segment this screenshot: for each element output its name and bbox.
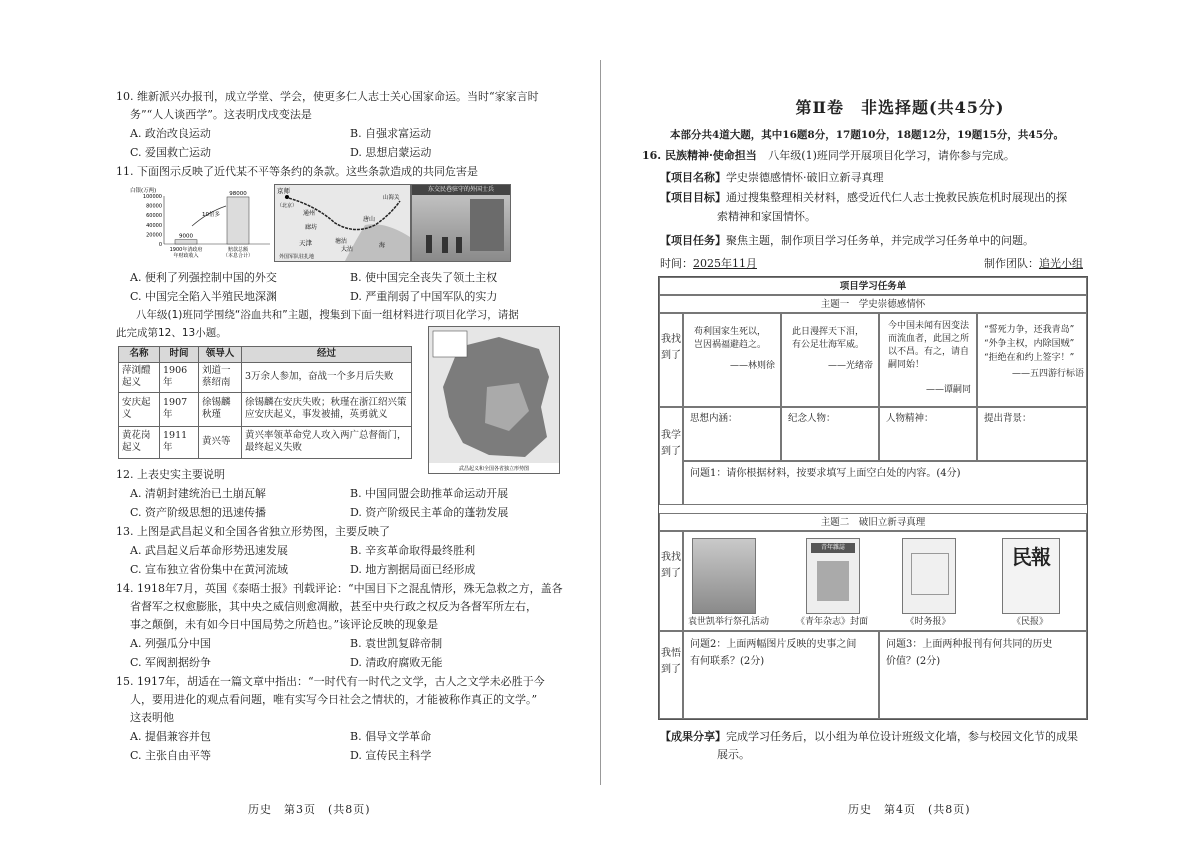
- min-bao-cover: [1002, 538, 1060, 614]
- results-share-tag: 【成果分享】: [660, 730, 726, 743]
- q11-option-c[interactable]: C. 中国完全陷入半殖民地深渊: [130, 290, 278, 303]
- table-header: 领导人: [199, 347, 242, 363]
- q15-option-d[interactable]: D. 宣传民主科学: [350, 749, 432, 762]
- table-cell: 1907年: [160, 392, 199, 426]
- left-page-footer: 历史 第3页 (共8页): [248, 803, 371, 816]
- soldier-figure: [426, 235, 432, 253]
- q16-heading: 16. 民族精神·使命担当: [642, 149, 757, 162]
- new-youth-cover: [806, 538, 860, 614]
- q12-stem: 12. 上表史实主要说明: [116, 468, 225, 481]
- uprisings-table: [118, 346, 412, 459]
- q10-stem-line2: 务”“人人谈西学”。这表明戊戌变法是: [130, 108, 312, 121]
- quote-lin-zexu: 苟利国家生死以，岂因祸福避趋之。: [694, 327, 767, 351]
- map-label-dagu: 大沽: [341, 246, 354, 253]
- q15-option-c[interactable]: C. 主张自由平等: [130, 749, 212, 762]
- map-caption: 武昌起义和全国各省独立形势图: [458, 466, 530, 472]
- quote-cell-lin: [683, 313, 781, 407]
- q15-option-a[interactable]: A. 提倡兼容并包: [130, 730, 211, 743]
- q11-option-b[interactable]: B. 使中国完全丧失了领土主权: [350, 271, 498, 284]
- map-label-jingshi: 京师: [277, 187, 290, 195]
- time-line: [660, 255, 757, 272]
- bar-indemnity-total: [227, 197, 249, 244]
- table-cell: 黄花岗起义: [119, 426, 160, 458]
- q12-option-b[interactable]: B. 中国同盟会助推革命运动开展: [350, 487, 509, 500]
- map-svg: [275, 185, 410, 261]
- thought-content-field[interactable]: [683, 407, 781, 461]
- table-header: 时间: [160, 347, 199, 363]
- problem1-text: 问题1：请你根据材料，按要求填写上面空白处的内容。(4分): [690, 468, 961, 479]
- q11-stem: 11. 下面图示反映了近代某不平等条约的条款。这些条款造成的共同危害是: [116, 165, 478, 178]
- map-label-beijing: （北京）: [277, 203, 298, 209]
- problem3-line2: 价值？(2分): [886, 656, 941, 667]
- found-label-cell: [659, 313, 683, 407]
- chart-ylabel: 白银(万两): [130, 188, 157, 194]
- project-name-tag: 【项目名称】: [660, 171, 726, 184]
- q13-option-c[interactable]: C. 宣布独立省份集中在黄河流域: [130, 563, 289, 576]
- table-cell: 1911年: [160, 426, 199, 458]
- indemnity-bar-chart: [130, 184, 272, 260]
- x-tick-indemnity-l2: （本息合计）: [222, 253, 254, 259]
- map-label-tianjin: 天津: [299, 239, 312, 247]
- beijing-tianjin-map: [274, 184, 411, 262]
- problem2-line2: 有何联系？(2分): [690, 656, 765, 667]
- y-tick-label: 60000: [146, 213, 162, 220]
- map-legend: 外国军队驻扎地: [279, 254, 315, 260]
- project-task-text: 聚焦主题，制作项目学习任务单，并完成学习任务单中的问题。: [726, 234, 1034, 247]
- q14-option-c[interactable]: C. 军阀割据纷争: [130, 656, 212, 669]
- table-row: [119, 426, 412, 458]
- results-share-text1: 完成学习任务后，以小组为单位设计班级文化墙，参与校园文化节的成果: [726, 730, 1078, 743]
- shiwu-bao-cover: [902, 538, 956, 614]
- problem3-cell[interactable]: [879, 631, 1087, 719]
- results-share-line: [660, 728, 1078, 745]
- q14-stem-line3: 事之颠倒，未有如今日中国局势之所趋也。”该评论反映的现象是: [130, 618, 439, 631]
- map-inset: [433, 331, 467, 357]
- q12-option-d[interactable]: D. 资产阶级民主革命的蓬勃发展: [350, 506, 509, 519]
- q11-option-a[interactable]: A. 便利了列强控制中国的外交: [130, 271, 277, 284]
- slogan-2: “外争主权，内除国贼”: [984, 339, 1075, 349]
- found2-label-cell: [659, 531, 683, 631]
- chart-y-ticks: [143, 194, 162, 248]
- q10-option-b[interactable]: B. 自强求富运动: [350, 127, 432, 140]
- x-tick-revenue-l1: 1900年清政府: [169, 247, 203, 253]
- new-youth-masthead: 青年雜誌: [811, 543, 855, 553]
- quote-cell-guangxu: [781, 313, 879, 407]
- cover-portrait: [817, 561, 849, 601]
- table-header-row: [119, 347, 412, 363]
- y-tick-label: 20000: [146, 232, 162, 239]
- results-share-text2: 展示。: [717, 748, 750, 761]
- section-intro: 本部分共4道大题，其中16题8分，17题10分，18题12分，19题15分，共45分。: [670, 129, 1065, 141]
- soldier-figure: [456, 237, 462, 253]
- q15-stem-line1: 15. 1917年，胡适在一篇文章中指出：“一时代有一时代之文学，古人之文学未必胜于今: [116, 675, 545, 688]
- wuchang-uprising-map: [428, 326, 560, 474]
- q13-option-b[interactable]: B. 辛亥革命取得最终胜利: [350, 544, 476, 557]
- learned-label: 我学到了: [661, 430, 681, 457]
- problem3-line1: 问题3：上面两种报刊有何共同的历史: [886, 639, 1053, 650]
- table-row: [119, 392, 412, 426]
- jingshi-dot: [285, 195, 289, 199]
- project-task-sheet: [658, 276, 1088, 720]
- caption-shiwu-bao: 《时务报》: [905, 617, 951, 627]
- realized-label-cell: [659, 631, 683, 719]
- q13-option-d[interactable]: D. 地方割据局面已经形成: [350, 563, 476, 576]
- y-tick-label: 100000: [142, 194, 162, 200]
- table-cell: 刘道一 蔡绍南: [199, 362, 242, 392]
- y-tick-label: 40000: [146, 222, 162, 229]
- project-goal-line: [660, 189, 1067, 206]
- slogan-1: “誓死力争，还我青岛”: [984, 325, 1075, 335]
- commemorated-person-field[interactable]: [781, 407, 879, 461]
- found2-label: 我找到了: [661, 552, 681, 579]
- table-cell: 徐锡麟 秋瑾: [199, 392, 242, 426]
- slogan-3: “拒绝在和约上签字！”: [984, 353, 1075, 363]
- q15-option-b[interactable]: B. 倡导文学革命: [350, 730, 432, 743]
- table-cell: 安庆起义: [119, 392, 160, 426]
- sheet-title: 项目学习任务单: [659, 277, 1087, 295]
- section-title: 第Ⅱ卷 非选择题(共45分): [795, 98, 1005, 117]
- bar-revenue-1900: [175, 240, 197, 244]
- theme2-title: 主题二 破旧立新寻真理: [659, 513, 1087, 531]
- quote-cell-tan: [879, 313, 977, 407]
- min-bao-masthead: 民報: [1012, 545, 1050, 569]
- x-tick-indemnity-l1: 赔款总额: [227, 247, 249, 253]
- map-label-shanhaiguan: 山海关: [383, 195, 400, 201]
- problem2-line1: 问题2：上面两幅图片反映的史事之间: [690, 639, 857, 650]
- y-tick-label: 0: [158, 242, 162, 248]
- q15-stem-line2: 人，要用进化的观点看问题，唯有实写今日社会之情状的，才能被称作真正的文学。”: [130, 693, 538, 706]
- background-label: 提出背景：: [984, 413, 1032, 424]
- q13-stem: 13. 上图是武昌起义和全国各省独立形势图，主要反映了: [116, 525, 390, 538]
- soldier-figure: [442, 237, 448, 253]
- x-tick-revenue-l2: 年财政收入: [173, 253, 199, 259]
- q12-option-c[interactable]: C. 资产阶级思想的迅速传播: [130, 506, 267, 519]
- problem1-cell[interactable]: [683, 461, 1087, 505]
- q15-stem-line3: 这表明他: [130, 711, 174, 724]
- found-label: 我找到了: [661, 334, 681, 361]
- background-field[interactable]: [977, 407, 1087, 461]
- table-cell: 萍浏醴起义: [119, 362, 160, 392]
- team-label: 制作团队：: [984, 257, 1039, 270]
- q16-heading-line: [642, 147, 1015, 164]
- project-name: 学史崇德感情怀·破旧立新寻真理: [726, 171, 884, 184]
- q10-option-c[interactable]: C. 爱国救亡运动: [130, 146, 212, 159]
- right-page-footer: 历史 第4页 (共8页): [848, 803, 971, 816]
- project-goal-tag: 【项目目标】: [660, 191, 726, 204]
- project-task-tag: 【项目任务】: [660, 234, 726, 247]
- commemorated-person-label: 纪念人物：: [788, 413, 836, 424]
- china-map-svg: [429, 327, 559, 473]
- time-value: 2025年11月: [693, 257, 757, 270]
- materials-intro-line2: 此完成第12、13小题。: [116, 327, 227, 339]
- table-row: [119, 362, 412, 392]
- q13-option-a[interactable]: A. 武昌起义后革命形势迅速发展: [130, 544, 288, 557]
- quote-tan-by: ——谭嗣同: [926, 385, 972, 395]
- quote-lin-by: ——林则徐: [730, 361, 776, 371]
- map-label-langfang: 廊坊: [305, 224, 318, 231]
- table-cell: 1906年: [160, 362, 199, 392]
- pictures-cell: [683, 531, 1087, 631]
- legation-quarter-soldiers-photo: [411, 184, 511, 262]
- q14-stem-line2: 省督军之权愈膨胀，其中央之威信则愈凋敝，甚至中央行政之权反为各督军所左右，: [130, 600, 537, 613]
- materials-intro-line1: 八年级(1)班同学围绕“浴血共和”主题，搜集到下面一组材料进行项目化学习，请据: [136, 309, 519, 321]
- realized-label: 我悟到了: [661, 648, 681, 675]
- team-line: [984, 255, 1083, 272]
- map-label-tongzhou: 通州: [303, 210, 316, 217]
- y-tick-label: 80000: [146, 203, 162, 210]
- caption-new-youth: 《青年杂志》封面: [795, 617, 868, 627]
- confucius-ceremony-photo: [692, 538, 756, 614]
- learned-label-cell: [659, 407, 683, 505]
- q11-option-d[interactable]: D. 严重削弱了中国军队的实力: [350, 290, 498, 303]
- project-name-line: [660, 169, 884, 186]
- bar-indemnity-value: 98000: [229, 190, 247, 197]
- quote-cell-may-fourth: [977, 313, 1087, 407]
- problem2-cell[interactable]: [683, 631, 879, 719]
- table-header: 经过: [242, 347, 412, 363]
- quote-guangxu: 此日漫挥天下泪，有公足壮海军威。: [792, 327, 865, 351]
- q16-heading-rest: 八年级(1)班同学开展项目化学习，请你参与完成。: [768, 149, 1015, 162]
- caption-min-bao: 《民报》: [1011, 617, 1048, 627]
- slogan-by: ——五四游行标语: [1012, 369, 1085, 379]
- q10-stem-line1: 10. 维新派兴办报刊，成立学堂、学会，使更多仁人志士关心国家命运。当时“家家言时: [116, 90, 539, 103]
- map-label-sea: 海: [379, 242, 386, 249]
- table-cell: 3万余人参加，奋战一个多月后失败: [242, 362, 412, 392]
- thought-content-label: 思想内涵：: [690, 413, 738, 424]
- gate-tower-shape: [470, 199, 504, 251]
- quote-guangxu-by: ——光绪帝: [828, 361, 874, 371]
- q10-option-a[interactable]: A. 政治改良运动: [130, 127, 211, 140]
- q14-option-a[interactable]: A. 列强瓜分中国: [130, 637, 211, 650]
- person-spirit-field[interactable]: [879, 407, 977, 461]
- bar-revenue-value: 9000: [179, 233, 193, 240]
- bar-chart-svg: [130, 184, 272, 260]
- table-header: 名称: [119, 347, 160, 363]
- time-label: 时间：: [660, 257, 693, 270]
- caption-confucius: 袁世凯举行祭孔活动: [688, 617, 770, 627]
- team-value: 追光小组: [1039, 257, 1083, 270]
- map-label-tangshan: 唐山: [363, 216, 376, 223]
- project-goal-text2: 索精神和家国情怀。: [717, 210, 816, 223]
- q10-option-d[interactable]: D. 思想启蒙运动: [350, 146, 432, 159]
- table-cell: 徐锡麟在安庆失败；秋瑾在浙江绍兴策应安庆起义，事发被捕，英勇就义: [242, 392, 412, 426]
- q14-option-d[interactable]: D. 清政府腐败无能: [350, 656, 443, 669]
- quote-tan-sitong: 今中国未闻有因变法而流血者，此国之所以不昌。有之，请自嗣同始！: [888, 321, 970, 371]
- project-goal-text1: 通过搜集整理相关材料，感受近代仁人志士挽救民族危机时展现出的探: [726, 191, 1067, 204]
- person-spirit-label: 人物精神：: [886, 413, 934, 424]
- map-label-tanggu: 塘沽: [335, 238, 348, 245]
- shiwu-bao-frame: [911, 553, 949, 595]
- photo-caption: 东交民巷驻守的外国士兵: [412, 185, 510, 195]
- q14-stem-line1: 14. 1918年7月，英国《泰晤士报》刊载评论：“中国目下之混乱情形，殊无急救之方，盖各: [116, 582, 563, 595]
- table-cell: 黄兴等: [199, 426, 242, 458]
- theme1-title: 主题一 学史崇德感情怀: [659, 295, 1087, 313]
- q14-option-b[interactable]: B. 袁世凯复辟帝制: [350, 637, 443, 650]
- q12-option-a[interactable]: A. 清朝封建统治已土崩瓦解: [130, 487, 266, 500]
- table-cell: 黄兴率领革命党人攻入两广总督衙门，最终起义失败: [242, 426, 412, 458]
- chart-annotation: 10倍多: [202, 212, 220, 218]
- project-task-line: [660, 232, 1034, 249]
